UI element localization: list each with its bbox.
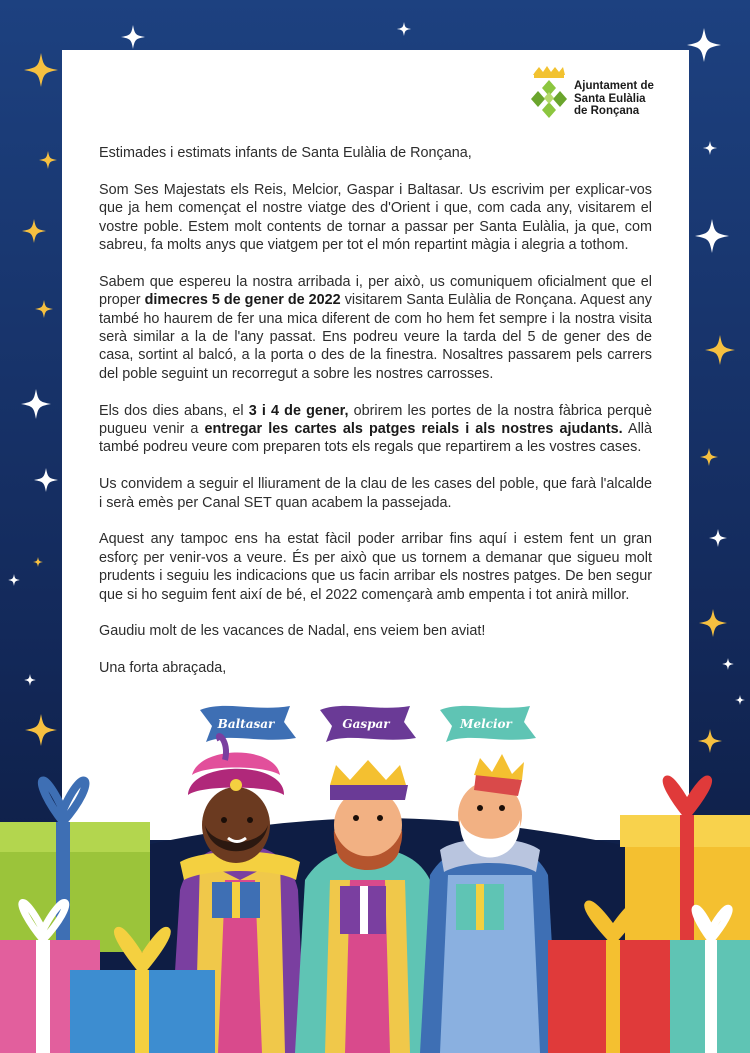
paragraph-6: Gaudiu molt de les vacances de Nadal, ens veiem ben aviat!	[99, 623, 486, 640]
banner-gaspar	[320, 706, 416, 742]
factory-dates: 3 i 4 de gener,	[248, 402, 349, 419]
king-gaspar	[295, 760, 440, 1053]
paragraph-3-part-c: obrirem les portes de la nostra fàbrica perquè pugueu venir a	[99, 402, 652, 438]
paragraph-2-part-d: Aquest any també ho haurem de fer una mica diferent de com ho hem fet sempre i la nostra visita serà similar a la de l'any passat. Ens podreu veure la tarda del 5 de gener des de casa, sortint al balcó, a la porta o des de la finestra. Nosaltres passarem pels carrers del poble seguint un recorregut a sobre les nostres carrosses.	[99, 292, 652, 382]
banner-gaspar-label: Gaspar	[342, 717, 390, 731]
logo-line-3: de Ronçana	[574, 105, 640, 117]
logo-line-2: Santa Eulàlia	[574, 92, 646, 105]
king-melcior	[420, 754, 558, 1053]
paragraph-5: Aquest any tampoc ens ha estat fàcil poder arribar fins aquí i estem fent un gran esforç per venir-vos a veure. És per això que us tornem a demanar que sigueu molt prudents i seguiu les indicacions que us facin arribar els nostres patges. De ben segur que si ho seguim fent així de bé, el 2022 començarà amb empenta i tot anirà millor.	[99, 531, 652, 603]
visit-date: dimecres 5 de gener de 2022	[144, 292, 341, 309]
paragraph-2-part-c: visitarem Santa Eulàlia de Ronçana.	[340, 292, 577, 309]
present-yellow-right	[620, 780, 750, 955]
banner-baltasar	[200, 706, 296, 742]
paragraph-4: Us convidem a seguir el lliurament de la clau de les cases del poble, que farà l'alcalde i serà emès per Canal SET quan acabem la passejada.	[99, 476, 652, 511]
logo-line-1: Ajuntament de	[574, 80, 654, 92]
present-green-left	[0, 780, 150, 952]
paragraph-1: Som Ses Majestats els Reis, Melcior, Gaspar i Baltasar. Us escrivim per explicar-vos que ja hem començat el nostre viatge des d'Orient i que, com cada any, visitarem el vostre poble. Estem molt contents de tornar a passar per Santa Eulàlia, ja que, com sabreu, fa molts anys que viatgem per tot el món repartint màgia i alegria a tothom.	[99, 181, 652, 254]
banner-melcior	[440, 706, 536, 742]
letters-delivery: entregar les cartes als patges reials i als nostres ajudants.	[204, 421, 623, 438]
banner-baltasar-label: Baltasar	[217, 717, 275, 731]
paragraph-3-part-e: Allà també podreu veure com preparen tots els regals que repartirem a les vostres cases.	[99, 421, 652, 456]
paragraph-2-part-a: Sabem que espereu la nostra arribada i, per això, us comuniquem oficialment que el proper	[99, 273, 652, 309]
closing: Una forta abraçada,	[99, 660, 227, 677]
greeting: Estimades i estimats infants de Santa Eulàlia de Ronçana,	[99, 145, 472, 161]
paragraph-3-part-a: Els dos dies abans, el	[99, 402, 249, 419]
banner-melcior-label: Melcior	[460, 717, 512, 731]
